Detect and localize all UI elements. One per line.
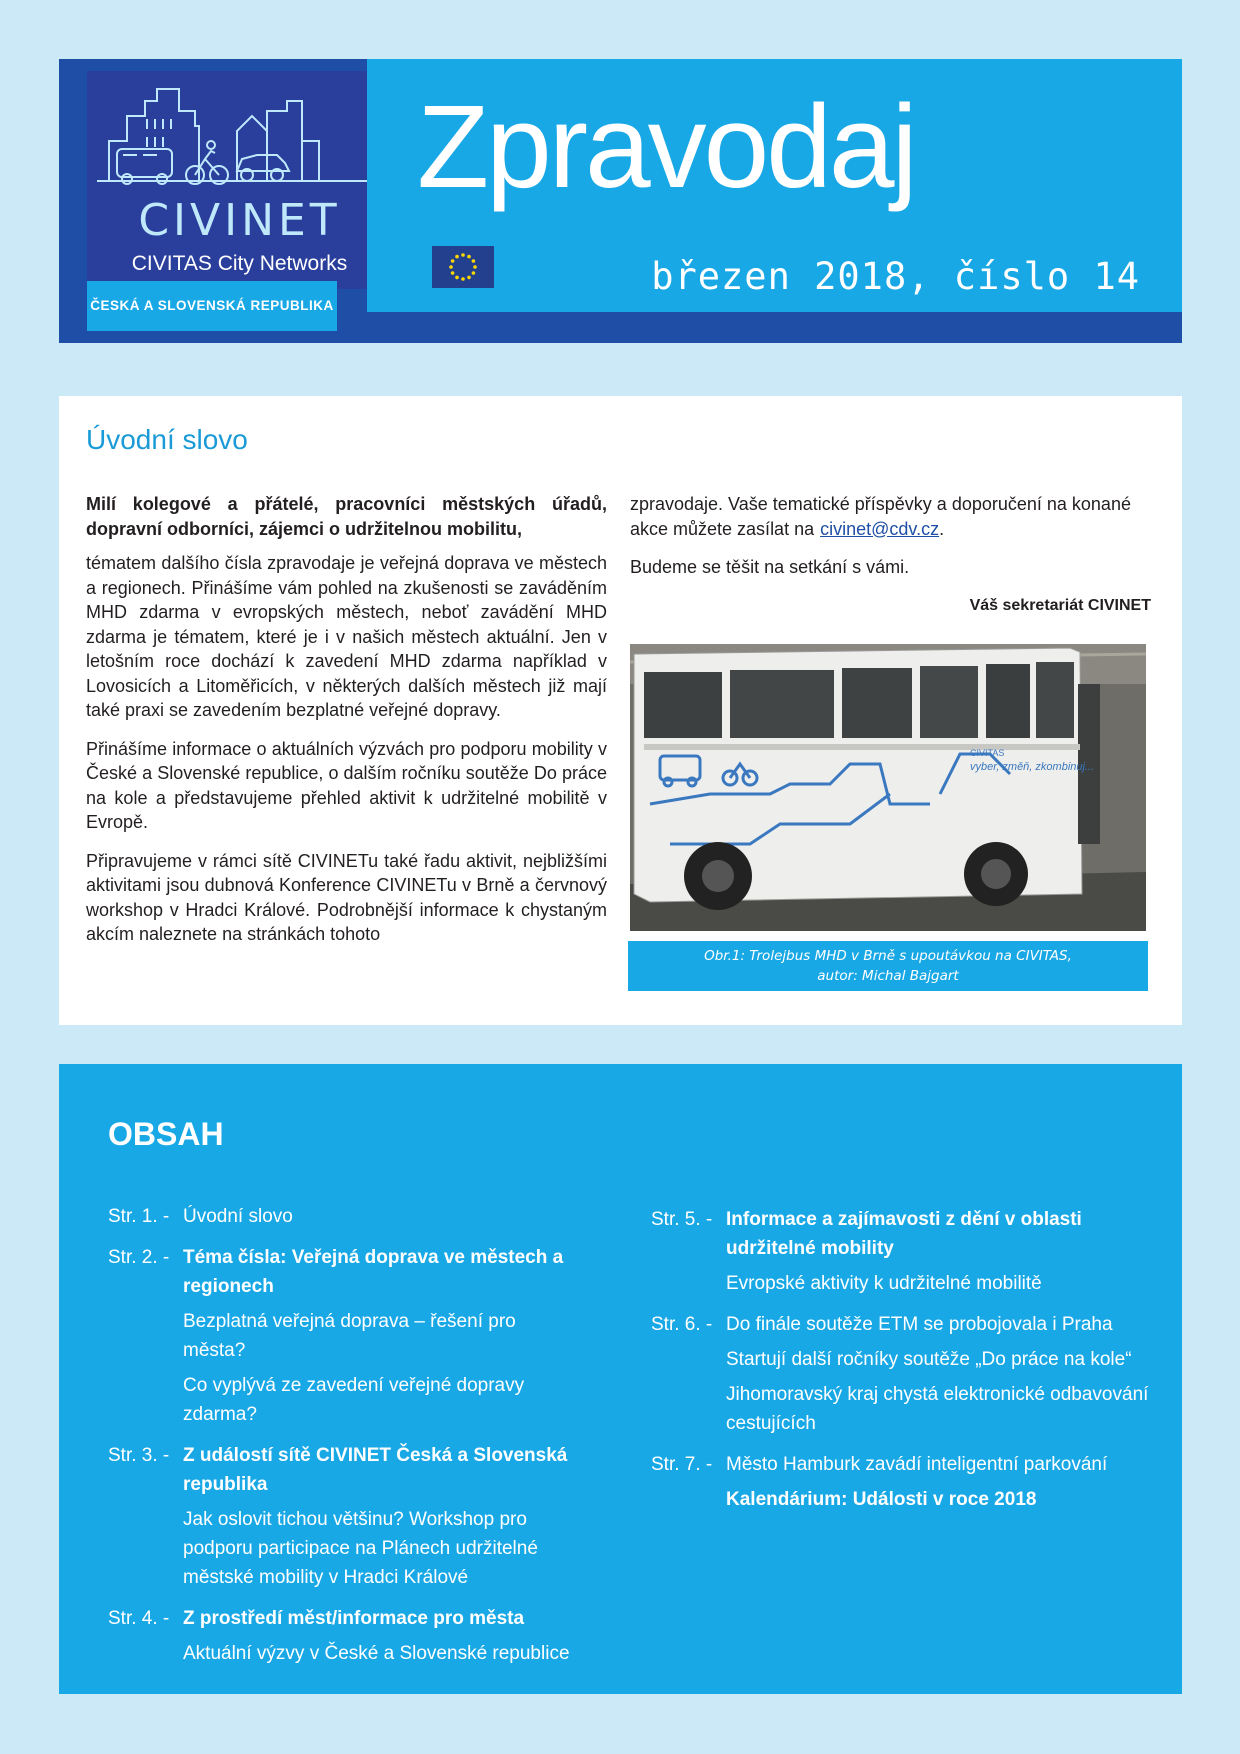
toc-page-number: Str. 2. - <box>108 1247 170 1268</box>
contact-text: zpravodaje. Vaše tematické příspěvky a doporučení na konané akce můžete zasílat na <box>630 494 1131 539</box>
closing-paragraph: Budeme se těšit na setkání s vámi. <box>630 557 910 577</box>
toc-item[interactable]: Do finále soutěže ETM se probojovala i Praha <box>726 1314 1113 1335</box>
toc-items <box>726 1205 1171 1304</box>
signature: Váš sekretariát CIVINET <box>969 596 1151 614</box>
toc-right-column <box>651 1205 1171 1526</box>
toc-item[interactable]: Kalendárium: Události v roce 2018 <box>726 1489 1037 1510</box>
toc-page-number: Str. 1. - <box>108 1206 170 1227</box>
toc-item[interactable]: Evropské aktivity k udržitelné mobilitě <box>726 1273 1042 1294</box>
toc-entry <box>651 1450 1171 1520</box>
toc-page-number: Str. 4. - <box>108 1608 170 1629</box>
toc-item[interactable]: Město Hamburk zavádí inteligentní parkování <box>726 1454 1108 1475</box>
toc-item[interactable]: Jihomoravský kraj chystá elektronické odbavování cestujících <box>726 1384 1149 1434</box>
trolleybus-photo <box>630 644 1146 931</box>
caption-line: Obr.1: Trolejbus MHD v Brně s upoutávkou na CIVITAS, <box>704 948 1072 964</box>
toc-heading: OBSAH <box>108 1116 224 1152</box>
toc-item[interactable]: Startují další ročníky soutěže „Do práce na kole“ <box>726 1349 1132 1370</box>
greeting: Milí kolegové a přátelé, pracovníci městských úřadů, dopravní odborníci, zájemci o udržitelnou mobilitu, <box>86 494 607 539</box>
intro-paragraph: Přinášíme informace o aktuálních výzvách pro podporu mobility v České a Slovenské republice, o dalším ročníku soutěže Do práce na kole a představujeme přehled aktivit k udržitelné mobilitě v Evropě. <box>86 738 607 832</box>
intro-paragraph: Připravujeme v rámci sítě CIVINETu také řadu aktivit, nejbližšími aktivitami jsou dubnová Konference CIVINETu v Brně a červnový workshop v Hradci Králové. Podrobnější informace k chystaným akcím naleznete na stránkách tohoto <box>86 850 607 944</box>
logo-wordmark: CIVINET <box>138 195 341 246</box>
toc-item[interactable]: Téma čísla: Veřejná doprava ve městech a regionech <box>183 1247 564 1297</box>
contact-paragraph: zpravodaje. Vaše tematické příspěvky a doporučení na konané akce můžete zasílat na civinet@cdv.cz. <box>630 494 1131 539</box>
toc-left-column <box>108 1202 578 1680</box>
toc-item[interactable]: Informace a zajímavosti z dění v oblasti udržitelné mobility <box>726 1209 1082 1259</box>
table-of-contents <box>59 1064 1182 1694</box>
toc-item[interactable]: Bezplatná veřejná doprava – řešení pro města? <box>183 1311 516 1361</box>
toc-items <box>183 1202 578 1237</box>
intro-section <box>59 396 1182 1025</box>
newsletter-title: Zpravodaj <box>417 81 915 213</box>
masthead <box>59 59 1182 343</box>
title-panel <box>367 59 1182 312</box>
logo-subtitle: CIVITAS City Networks <box>131 252 348 275</box>
toc-item[interactable]: Z prostředí měst/informace pro města <box>183 1608 525 1629</box>
intro-heading: Úvodní slovo <box>86 424 248 455</box>
civinet-logo <box>87 71 392 289</box>
issue-date: březen 2018, číslo 14 <box>651 255 1140 298</box>
toc-items <box>183 1441 578 1598</box>
toc-item[interactable]: Úvodní slovo <box>183 1206 293 1227</box>
toc-entry <box>108 1243 578 1435</box>
toc-items <box>183 1604 578 1674</box>
city-skyline-icon <box>87 71 392 201</box>
toc-entry <box>108 1604 578 1674</box>
toc-item[interactable]: Co vyplývá ze zavedení veřejné dopravy zdarma? <box>183 1375 525 1425</box>
eu-flag-icon <box>432 246 494 288</box>
intro-right-column <box>630 492 1151 632</box>
region-label: ČESKÁ A SLOVENSKÁ REPUBLIKA <box>87 281 337 331</box>
bus-ad-logo: CIVITAS <box>970 748 1005 758</box>
bus-ad-text: vyber, změň, zkombinuj... <box>970 761 1095 773</box>
toc-items <box>183 1243 578 1435</box>
toc-page-number: Str. 7. - <box>651 1454 713 1475</box>
intro-paragraph: tématem dalšího čísla zpravodaje je veřejná doprava ve městech a regionech. Přinášíme vám pohled na zkušenosti se zaváděním MHD zdarma v evropských městech, neboť zavádění MHD zdarma je tématem, které je i v našich městech aktuální. Jen v letošním roce dochází k zavedení MHD zdarma například v Lovosicích a Litoměřicích, v některých dalších městech již mají také praxi se zavedením bezplatné veřejné dopravy. <box>86 553 607 720</box>
toc-page-number: Str. 5. - <box>651 1209 713 1230</box>
toc-entry <box>108 1441 578 1598</box>
toc-item[interactable]: Z událostí sítě CIVINET Česká a Slovenská republika <box>183 1445 568 1495</box>
email-link[interactable]: civinet@cdv.cz <box>820 518 940 539</box>
toc-items <box>726 1310 1171 1444</box>
toc-entry <box>651 1310 1171 1444</box>
toc-item[interactable]: Aktuální výzvy v České a Slovenské republice <box>183 1643 570 1664</box>
toc-page-number: Str. 3. - <box>108 1445 170 1466</box>
toc-items <box>726 1450 1171 1520</box>
toc-entry <box>108 1202 578 1237</box>
toc-entry <box>651 1205 1171 1304</box>
intro-left-column <box>86 492 607 961</box>
caption-line: autor: Michal Bajgart <box>817 968 959 984</box>
toc-page-number: Str. 6. - <box>651 1314 713 1335</box>
photo-caption <box>628 941 1148 991</box>
toc-item[interactable]: Jak oslovit tichou většinu? Workshop pro podporu participace na Plánech udržitelné městské mobility v Hradci Králové <box>183 1509 538 1588</box>
